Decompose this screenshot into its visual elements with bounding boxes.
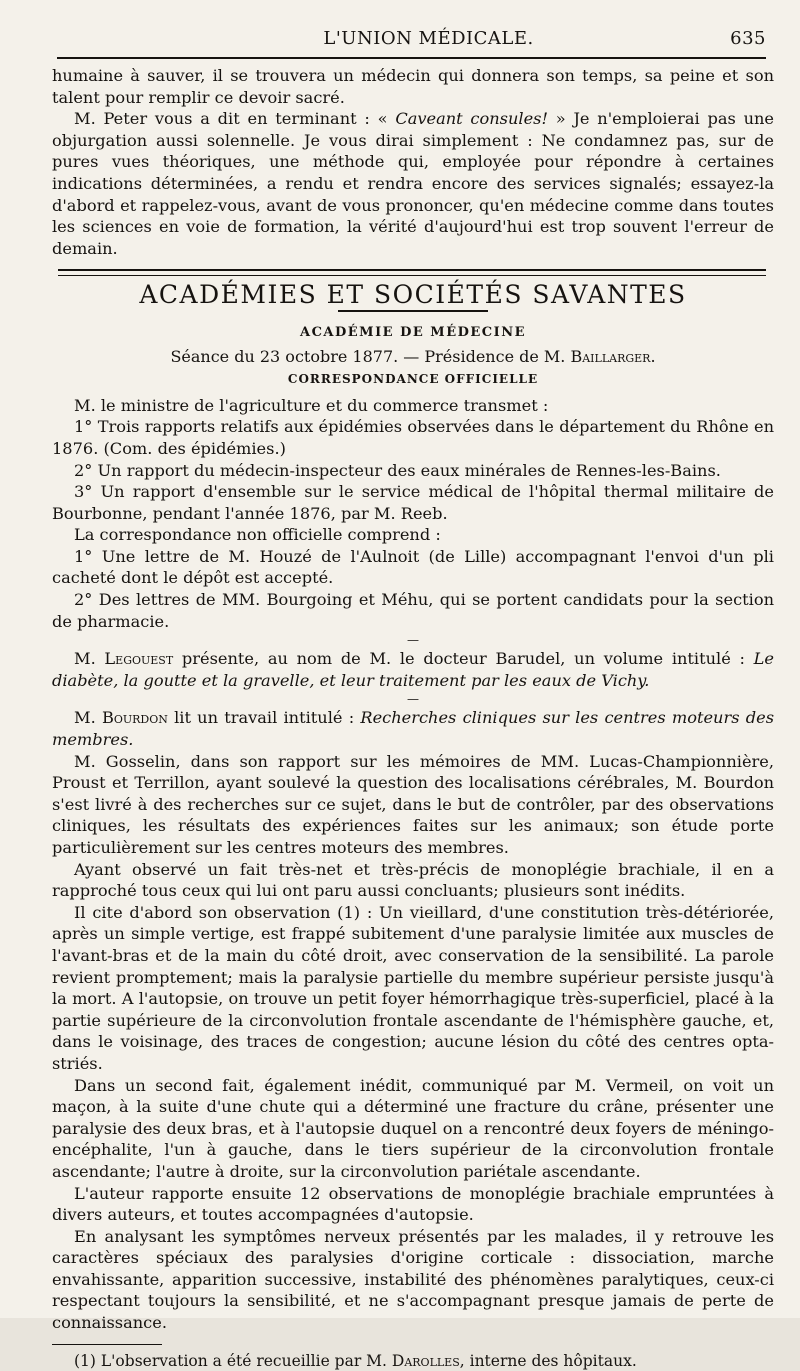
footnote-rule	[52, 1344, 162, 1345]
page-body	[52, 65, 774, 1371]
section-title: ACADÉMIES ET SOCIÉTÉS SAVANTES	[139, 280, 687, 310]
correspondance-item-5: 2° Des lettres de MM. Bourgoing et Méhu, qui se portent candidats pour la section de pharmacie.	[52, 590, 774, 631]
section-divider	[58, 269, 766, 276]
bourdon-paragraph-6: En analysant les symptômes nerveux présentés par les malades, il y retrouve les caractères spéciaux des paralysies d'origine corticale : dissociation, marche envahissante, apparition successive, instabilité des phénomènes paralytiques, ceux-ci respectant toujours la sensibilité, et ne s'accompagnant presque jamais de perte de connaissance.	[52, 1226, 774, 1333]
bourdon-paragraph-2: Ayant observé un fait très-net et très-précis de monoplégie brachiale, il en a rapproché tous ceux qui lui ont paru aussi concluants; plusieurs sont inédits.	[52, 859, 774, 901]
intro-p2-rest: » Je n'emploierai pas une objurgation aussi solennelle. Je vous dirai simplement : Ne condamnez pas, sur de pures vues théoriques, une méthode qui, employée pour répondre à certaines indications déterminées, a rendu et rendra encore des services signalés; essayez-la d'abord et rappelez-vous, avant de vous prononcer, qu'en médecine comme dans toutes les sciences en voie de formation, la vérité d'aujourd'hui est trop souvent l'erreur de demain.	[52, 109, 774, 258]
academy-heading: ACADÉMIE DE MÉDECINE	[299, 324, 526, 340]
legouest-text: présente, au nom de M. le docteur Barudel, un volume intitulé :	[173, 649, 754, 669]
correspondance-item-2: 2° Un rapport du médecin-inspecteur des eaux minérales de Rennes-les-Bains.	[74, 460, 721, 480]
bourdon-paragraph-5: L'auteur rapporte ensuite 12 observations de monoplégie brachiale empruntées à divers auteurs, et toutes accompagnées d'autopsie.	[52, 1183, 774, 1225]
footnote-text: (1) L'observation a été recueillie par M.	[74, 1351, 392, 1370]
footnote-end: , interne des hôpitaux.	[459, 1351, 637, 1370]
correspondance-intro: M. le ministre de l'agriculture et du commerce transmet :	[74, 395, 549, 415]
non-officielle-intro: La correspondance non officielle comprend :	[74, 525, 441, 545]
footnote-name: Darolles	[391, 1351, 460, 1370]
correspondance-item-4: 1° Une lettre de M. Houzé de l'Aulnoit (de Lille) accompagnant l'envoi d'un pli cacheté dont le dépôt est accepté.	[52, 546, 774, 588]
legouest-name: M. Legouest	[74, 649, 174, 669]
title-underline	[338, 310, 488, 312]
footnote	[52, 1351, 774, 1371]
legouest-paragraph	[52, 648, 774, 691]
running-title: L'UNION MÉDICALE.	[323, 28, 534, 49]
bourdon-text: lit un travail intitulé :	[167, 708, 361, 728]
correspondance-heading: CORRESPONDANCE OFFICIELLE	[287, 372, 539, 387]
bourdon-name: M. Bourdon	[74, 708, 168, 728]
separator-dash: —	[407, 692, 419, 707]
correspondance-item-3: 3° Un rapport d'ensemble sur le service médical de l'hôpital thermal militaire de Bourbonne, pendant l'année 1876, par M. Reeb.	[52, 482, 774, 523]
running-header	[57, 28, 766, 59]
intro-paragraph-2	[52, 108, 774, 259]
bourdon-work-title: Recherches cliniques sur les centres moteurs des membres.	[52, 708, 774, 750]
correspondance-item-1: 1° Trois rapports relatifs aux épidémies observées dans le département du Rhône en 1876. (Com. des épidémies.)	[52, 417, 774, 458]
bourdon-paragraph-4: Dans un second fait, également inédit, communiqué par M. Vermeil, on voit un maçon, à la suite d'une chute qui a déterminé une fracture du crâne, présenter une paralysie des deux bras, et à l'autopsie duquel on a rencontré deux foyers de méningo-encéphalite, l'un à gauche, dans le tiers supérieur de la circonvolution frontale ascendante; l'autre à droite, sur la circonvolution pariétale ascendante.	[52, 1075, 774, 1181]
bourdon-paragraph-3: Il cite d'abord son observation (1) : Un vieillard, d'une constitution très-détériorée, après un simple vertige, est frappé subitement d'une paralysie limitée aux muscles de l'avant-bras et de la main du côté droit, avec conservation de la sensibilité. La parole revient promptement; mais la paralysie partielle du membre supérieur persiste jusqu'à la mort. A l'autopsie, on trouve un petit foyer hémorrhagique très-superficiel, placé à la partie supérieure de la circonvolution frontale ascendante de l'hémisphère gauche, et, dans le voisinage, des traces de congestion; aucune lésion du côté des centres opta-striés.	[52, 902, 774, 1073]
page-number: 635	[730, 28, 766, 49]
seance-end: .	[650, 346, 656, 366]
bourdon-paragraph-1: M. Gosselin, dans son rapport sur les mémoires de MM. Lucas-Championnière, Proust et Terrillon, ayant soulevé la question des localisations cérébrales, M. Bourdon s'est livré à des recherches sur ce sujet, dans le but de contrôler, par des observations cliniques, les résultats des expériences faites sur les animaux; son étude porte particulièrement sur les centres moteurs des membres.	[52, 751, 774, 857]
intro-p2-quote: Caveant consules!	[395, 109, 548, 129]
seance-line	[52, 346, 774, 368]
separator-dash: —	[407, 633, 419, 648]
seance-text: Séance du 23 octobre 1877. — Présidence de M.	[170, 346, 571, 366]
seance-president: Baillarger	[570, 346, 651, 366]
legouest-book-title: Le diabète, la goutte et la gravelle, et leur traitement par les eaux de Vichy.	[52, 649, 774, 690]
bourdon-intro	[52, 707, 774, 750]
intro-p2-start: M. Peter vous a dit en terminant : «	[74, 109, 396, 129]
intro-paragraph-1: humaine à sauver, il se trouvera un médecin qui donnera son temps, sa peine et son talent pour remplir ce devoir sacré.	[52, 66, 774, 107]
